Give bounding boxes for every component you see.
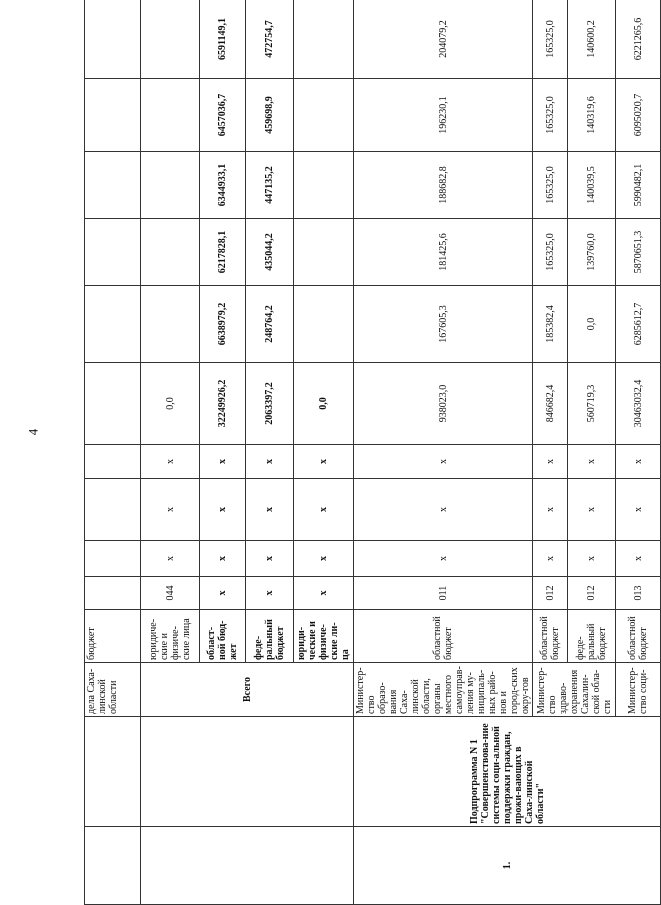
year-cell: 165325,0 (533, 152, 568, 219)
col-cell: х (141, 541, 200, 577)
year-cell: 167605,3 (354, 286, 533, 363)
source-cell: областной бюджет (533, 610, 568, 663)
source-cell: феде-ральный бюджет (568, 610, 616, 663)
col-cell: х (616, 541, 661, 577)
code-cell: х (294, 577, 354, 610)
code-cell (85, 577, 141, 610)
year-cell: 6638979,2 (200, 286, 246, 363)
source-cell: юридиче-ские и физиче-ские лица (141, 610, 200, 663)
year-cell: 188682,8 (354, 152, 533, 219)
total-cell (85, 363, 141, 445)
year-cell (141, 79, 200, 152)
year-cell: 6457036,7 (200, 79, 246, 152)
year-cell: 6285612,7 (616, 286, 661, 363)
year-cell: 6095020,7 (616, 79, 661, 152)
year-cell: 6217828,1 (200, 219, 246, 286)
number-cell (141, 827, 354, 905)
year-cell: 435044,2 (246, 219, 294, 286)
year-cell: 140600,2 (568, 0, 616, 79)
total-cell: 2063397,2 (246, 363, 294, 445)
col-cell: х (533, 541, 568, 577)
year-cell: 5870651,3 (616, 219, 661, 286)
year-cell (85, 286, 141, 363)
year-cell (141, 219, 200, 286)
source-cell: юриди-ческие и физиче-ские ли-ца (294, 610, 354, 663)
source-cell: областной бюджет (354, 610, 533, 663)
total-cell: 0,0 (141, 363, 200, 445)
budget-table (84, 0, 661, 905)
col-cell: х (246, 479, 294, 541)
col-cell: х (200, 479, 246, 541)
col-cell: х (354, 541, 533, 577)
year-cell: 140319,6 (568, 79, 616, 152)
total-cell: 560719,3 (568, 363, 616, 445)
col-cell (85, 541, 141, 577)
year-cell: 447135,2 (246, 152, 294, 219)
year-cell (294, 286, 354, 363)
col-cell: х (568, 445, 616, 479)
col-cell: х (616, 445, 661, 479)
department-cell: дела Саха-линской области (85, 663, 141, 717)
year-cell: 165325,0 (533, 79, 568, 152)
col-cell: х (294, 479, 354, 541)
year-cell: 6221265,6 (616, 0, 661, 79)
col-cell: х (200, 445, 246, 479)
col-cell: х (533, 479, 568, 541)
year-cell (294, 0, 354, 79)
rotated-table-area (84, 0, 649, 905)
number-cell (85, 827, 141, 905)
code-cell: 012 (533, 577, 568, 610)
year-cell (141, 152, 200, 219)
year-cell: 6344933,1 (200, 152, 246, 219)
total-label: Всего (141, 663, 354, 717)
source-cell: феде-ральный бюджет (246, 610, 294, 663)
source-cell: област-ной бюд-жет (200, 610, 246, 663)
col-cell: х (246, 445, 294, 479)
year-cell: 165325,0 (533, 219, 568, 286)
year-cell (85, 219, 141, 286)
year-cell: 196230,1 (354, 79, 533, 152)
col-cell: х (141, 445, 200, 479)
year-cell (85, 0, 141, 79)
department-cell: Министер-ство соци- (616, 663, 661, 717)
year-cell (141, 286, 200, 363)
year-cell (294, 79, 354, 152)
col-cell: х (200, 541, 246, 577)
year-cell: 6591149,1 (200, 0, 246, 79)
total-cell: 938023,0 (354, 363, 533, 445)
department-cell: Министер-ство здраво-охранения Сахалин-ской обла-сти (533, 663, 616, 717)
year-cell (294, 219, 354, 286)
col-cell: х (568, 479, 616, 541)
year-cell: 0,0 (568, 286, 616, 363)
table-row (141, 0, 200, 905)
year-cell: 140039,5 (568, 152, 616, 219)
program-cell (85, 717, 141, 827)
total-cell: 0,0 (294, 363, 354, 445)
col-cell: х (354, 479, 533, 541)
code-cell: 011 (354, 577, 533, 610)
code-cell: 013 (616, 577, 661, 610)
col-cell: х (141, 479, 200, 541)
year-cell: 248764,2 (246, 286, 294, 363)
col-cell: х (533, 445, 568, 479)
program-cell (141, 717, 354, 827)
code-cell: х (200, 577, 246, 610)
table-row (354, 0, 533, 905)
page-number: 4 (25, 428, 41, 436)
col-cell: х (294, 445, 354, 479)
program-title: Подпрограмма N 1 "Совершенствова-ние системы соци-альной поддержки граждан, прожи-вающих в Саха-линской области" (354, 717, 661, 827)
year-cell (85, 152, 141, 219)
year-cell: 472754,7 (246, 0, 294, 79)
code-cell: х (246, 577, 294, 610)
year-cell: 181425,6 (354, 219, 533, 286)
year-cell (294, 152, 354, 219)
total-cell: 30463032,4 (616, 363, 661, 445)
total-cell: 32249926,2 (200, 363, 246, 445)
year-cell: 5990482,1 (616, 152, 661, 219)
table-row (85, 0, 141, 905)
col-cell: х (246, 541, 294, 577)
year-cell: 139760,0 (568, 219, 616, 286)
year-cell: 204079,2 (354, 0, 533, 79)
code-cell: 012 (568, 577, 616, 610)
col-cell: х (568, 541, 616, 577)
col-cell: х (354, 445, 533, 479)
program-number: 1. (354, 827, 661, 905)
col-cell (85, 479, 141, 541)
source-cell: бюджет (85, 610, 141, 663)
code-cell: 044 (141, 577, 200, 610)
department-cell: Министер-ство образо-вания Саха-линской области, органы местного самоуправ-ления му-ниципаль-ных райо-нов и город-ских окру-гов (354, 663, 533, 717)
col-cell: х (616, 479, 661, 541)
year-cell (141, 0, 200, 79)
year-cell: 165325,0 (533, 0, 568, 79)
year-cell (85, 79, 141, 152)
col-cell (85, 445, 141, 479)
col-cell: х (294, 541, 354, 577)
year-cell: 459698,9 (246, 79, 294, 152)
total-cell: 846682,4 (533, 363, 568, 445)
year-cell: 185382,4 (533, 286, 568, 363)
source-cell: областной бюджет (616, 610, 661, 663)
